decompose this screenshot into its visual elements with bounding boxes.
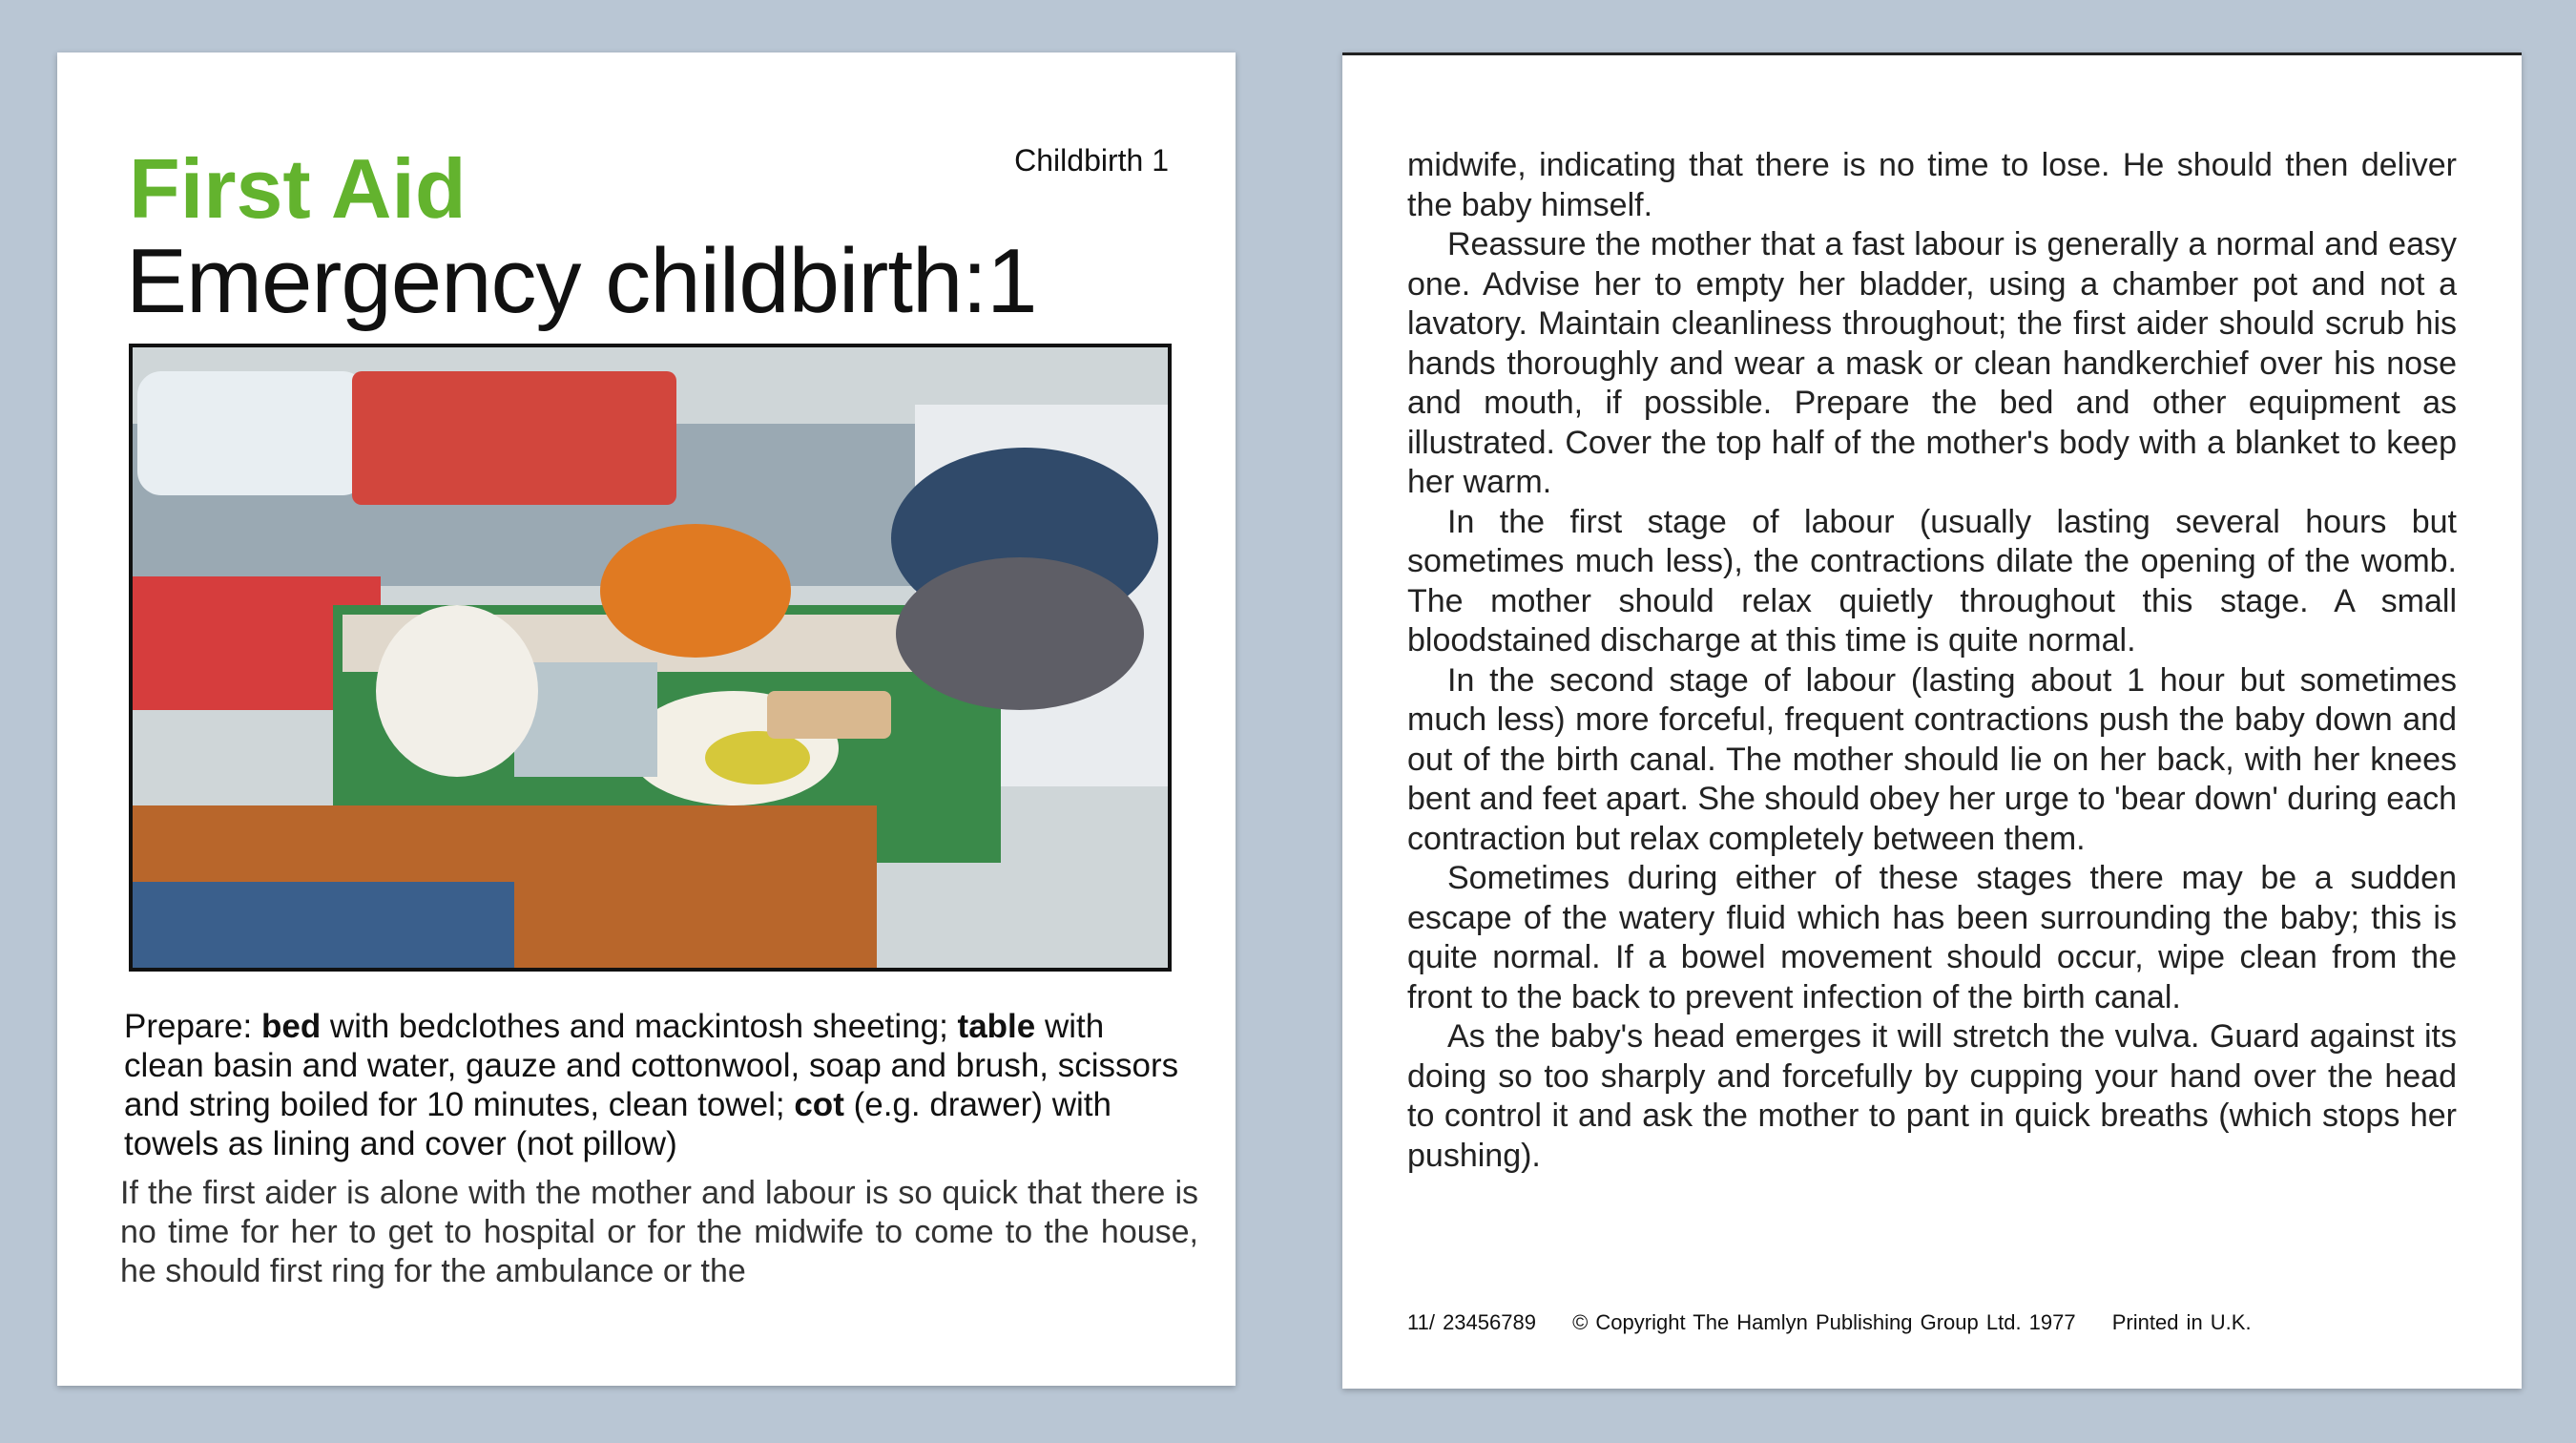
card-code: 11/ 23456789 [1407,1310,1536,1334]
brand-title: First Aid [129,141,467,236]
paragraph: In the second stage of labour (lasting about 1 hour but sometimes much less) more forceful, frequent contractions push the baby down and out of the birth canal. The mother should lie on her back, with her knees bent and feet apart. She should obey her urge to 'bear down' during each contraction but relax completely between them. [1407,661,2457,857]
back-body-text [1407,146,2457,1176]
card-back [1342,52,2522,1389]
caption-text: with bedclothes and mackintosh sheeting; [321,1008,958,1045]
copyright-text: © Copyright The Hamlyn Publishing Group Ltd. 1977 [1572,1310,2076,1334]
illustration-caption [124,1007,1183,1163]
card-title: Emergency childbirth:1 [126,230,1037,332]
card-front [57,52,1236,1386]
caption-text: with clean basin and water, gauze and cottonwool, soap and brush, scissors and string boiled for 10 minutes, clean towel; [124,1008,1179,1123]
caption-text: (e.g. drawer) with towels as lining and cover (not pillow) [124,1086,1111,1162]
paragraph: midwife, indicating that there is no time to lose. He should then deliver the baby himself. [1407,147,2457,223]
paragraph: Sometimes during either of these stages there may be a sudden escape of the watery fluid which has been surrounding the baby; this is quite normal. If a bowel movement should occur, wipe clean from the front to the back to prevent infection of the birth canal. [1407,860,2457,1015]
caption-lead: Prepare: [124,1008,261,1045]
card-label: Childbirth 1 [1014,143,1169,178]
caption-bold-table: table [957,1008,1036,1045]
illustration [129,344,1172,972]
caption-bold-bed: bed [260,1008,322,1045]
printed-text: Printed in U.K. [2111,1310,2252,1334]
paragraph: As the baby's head emerges it will stretch the vulva. Guard against its doing so too sharply and forcefully by cupping your hand over the head to control it and ask the mother to pant in quick breaths (which stops her pushing). [1407,1018,2457,1174]
paragraph: Reassure the mother that a fast labour is generally a normal and easy one. Advise her to empty her bladder, using a chamber pot and not a lavatory. Maintain cleanliness throughout; the first aider should scrub his hands thoroughly and wear a mask or clean handkerchief over his nose and mouth, if possible. Prepare the bed and other equipment as illustrated. Cover the top half of the mother's body with a blanket to keep her warm. [1407,226,2457,500]
card-footer [1407,1310,2280,1335]
paragraph: In the first stage of labour (usually lasting several hours but sometimes much less), the contractions dilate the opening of the womb. The mother should relax quietly throughout this stage. A small bloodstained discharge at this time is quite normal. [1407,503,2457,659]
caption-bold-cot: cot [794,1086,844,1123]
front-body-text: If the first aider is alone with the mother and labour is so quick that there is no time for her to get to hospital or for the midwife to come to the house, he should first ring for the ambulance or the [120,1175,1198,1289]
